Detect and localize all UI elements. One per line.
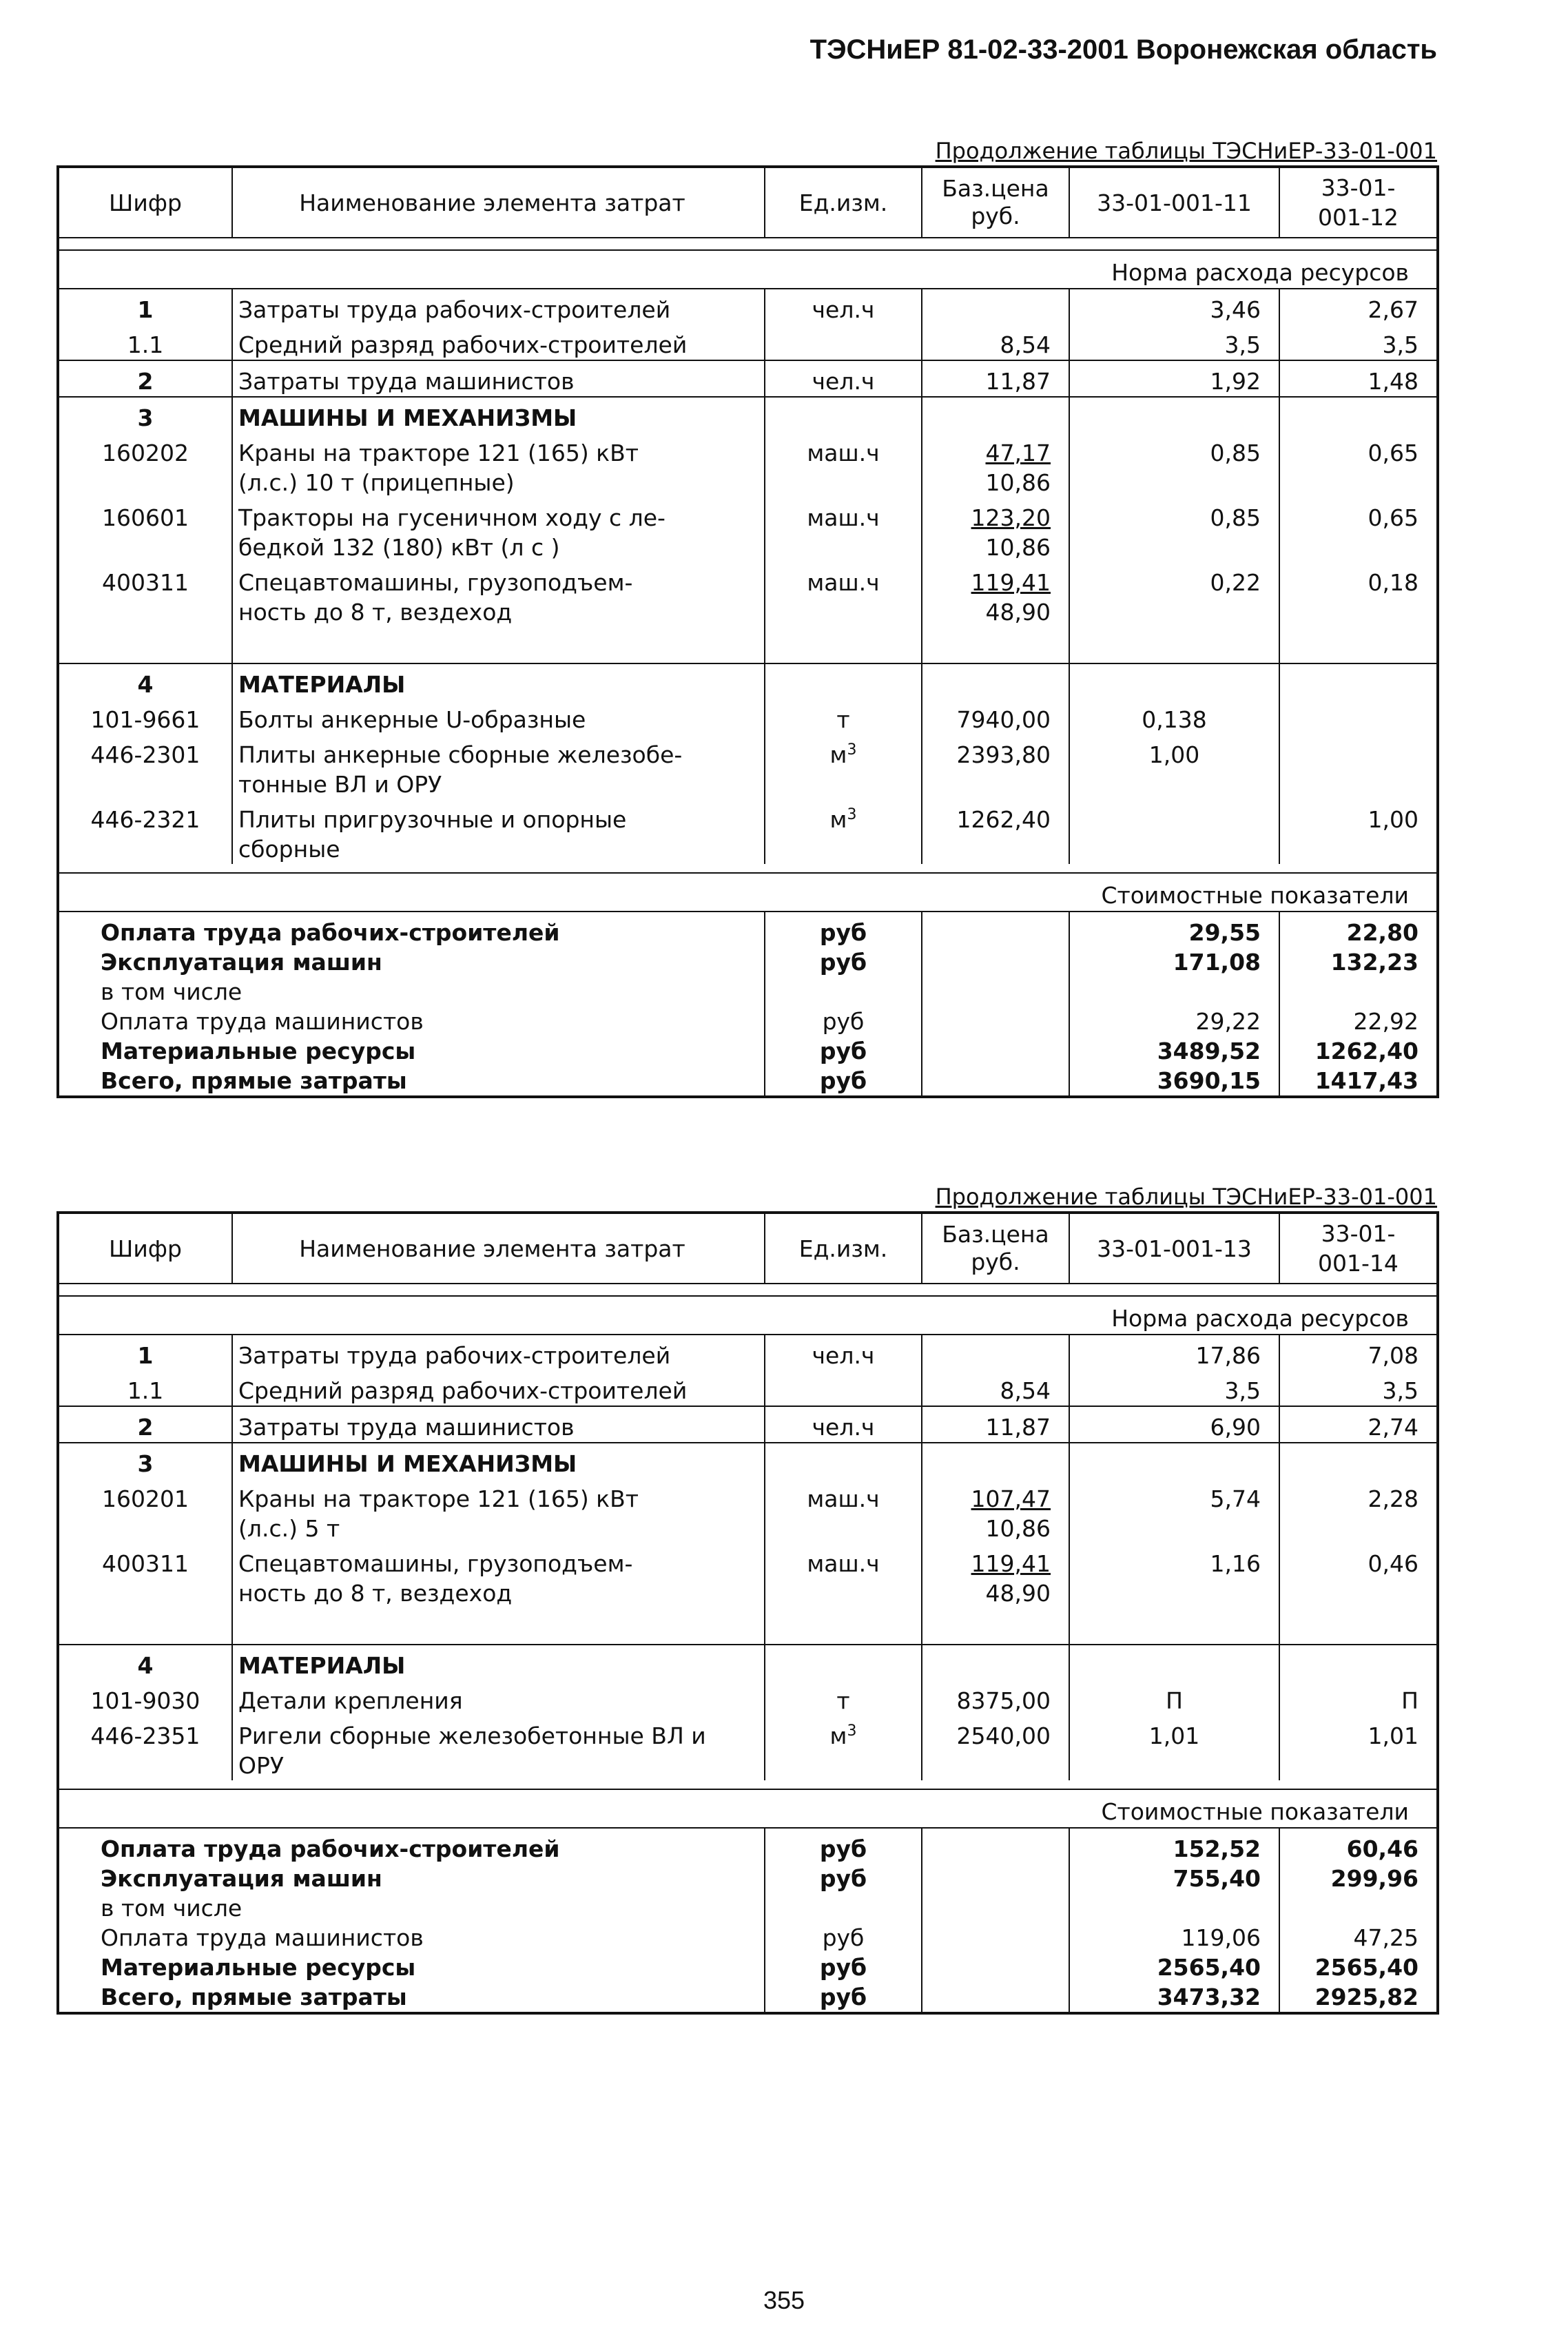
col-header-name: Наименование элемента затрат xyxy=(232,167,765,238)
totals-row: в том числе xyxy=(58,1893,1438,1923)
col-header-unit: Ед.изм. xyxy=(765,1213,922,1284)
norm-label-row xyxy=(58,250,1438,289)
table-row: 1.1 Средний разряд рабочих-строителей 8,54 3,5 3,5 xyxy=(58,325,1438,360)
cost-label: Стоимостные показатели xyxy=(58,873,1438,912)
norm-label-row xyxy=(58,1296,1438,1335)
table-row: 446-2321 Плиты пригрузочные и опорные сборные $м^3$ 1262,40 1,00 xyxy=(58,799,1438,864)
table-header-row xyxy=(58,167,1438,238)
col-header-name: Наименование элемента затрат xyxy=(232,1213,765,1284)
totals-row: Эксплуатация машин руб 755,40 299,96 xyxy=(58,1864,1438,1893)
totals-row: Оплата труда рабочих-строителей руб 29,55 22,80 xyxy=(58,912,1438,947)
table-row: 160202 Краны на тракторе 121 (165) кВт (л.с.) 10 т (прицепные) маш.ч 47,17 10,86 0,85 0,65 xyxy=(58,433,1438,497)
col-header-code: Шифр xyxy=(58,1213,232,1284)
col-header-a: 33-01-001-11 xyxy=(1069,167,1279,238)
norm-label: Норма расхода ресурсов xyxy=(58,1296,1438,1335)
table-row: 400311 Спецавтомашины, грузоподъем- ность до 8 т, вездеход маш.ч 119,41 48,90 0,22 0,18 xyxy=(58,562,1438,627)
totals-row: Эксплуатация машин руб 171,08 132,23 xyxy=(58,947,1438,977)
resource-table xyxy=(56,1211,1439,2015)
totals-row: Материальные ресурсы руб 3489,52 1262,40 xyxy=(58,1036,1438,1066)
table-row: 1.1 Средний разряд рабочих-строителей 8,54 3,5 3,5 xyxy=(58,1370,1438,1406)
col-header-a: 33-01-001-13 xyxy=(1069,1213,1279,1284)
cost-label: Стоимостные показатели xyxy=(58,1789,1438,1828)
section-heading-row: 4 МАТЕРИАЛЫ xyxy=(58,1645,1438,1680)
col-header-b: 33-01-001-14 xyxy=(1279,1213,1438,1284)
table-row: 1 Затраты труда рабочих-строителей чел.ч 17,86 7,08 xyxy=(58,1335,1438,1370)
totals-row: Всего, прямые затраты руб 3690,15 1417,43 xyxy=(58,1066,1438,1097)
cost-label-row xyxy=(58,1789,1438,1828)
col-header-b: 33-01-001-12 xyxy=(1279,167,1438,238)
table-row: 101-9661 Болты анкерные U-образные т 7940,00 0,138 xyxy=(58,699,1438,734)
totals-row: Всего, прямые затраты руб 3473,32 2925,82 xyxy=(58,1982,1438,2013)
table-row: 400311 Спецавтомашины, грузоподъем- ность до 8 т, вездеход маш.ч 119,41 48,90 1,16 0,46 xyxy=(58,1543,1438,1608)
table-row: 160201 Краны на тракторе 121 (165) кВт (л.с.) 5 т маш.ч 107,47 10,86 5,74 2,28 xyxy=(58,1479,1438,1543)
table-row: 2 Затраты труда машинистов чел.ч 11,87 6,90 2,74 xyxy=(58,1406,1438,1443)
table-row: 446-2351 Ригели сборные железобетонные ВЛ и ОРУ $м^3$ 2540,00 1,01 1,01 xyxy=(58,1716,1438,1780)
table-row: 1 Затраты труда рабочих-строителей чел.ч 3,46 2,67 xyxy=(58,289,1438,325)
table-row: 160601 Тракторы на гусеничном ходу с ле- бедкой 132 (180) кВт (л с ) маш.ч 123,20 10,86 0,85 0,65 xyxy=(58,497,1438,562)
totals-row: Оплата труда рабочих-строителей руб 152,52 60,46 xyxy=(58,1828,1438,1864)
totals-row: Материальные ресурсы руб 2565,40 2565,40 xyxy=(58,1953,1438,1982)
table-continuation-title: Продолжение таблицы ТЭСНиЕР-33-01-001 xyxy=(935,1184,1437,1210)
section-heading-row: 3 МАШИНЫ И МЕХАНИЗМЫ xyxy=(58,397,1438,433)
page-header: ТЭСНиЕР 81-02-33-2001 Воронежская область xyxy=(809,34,1437,65)
section-heading-row: 3 МАШИНЫ И МЕХАНИЗМЫ xyxy=(58,1443,1438,1479)
totals-row: в том числе xyxy=(58,977,1438,1007)
resource-table xyxy=(56,165,1439,1098)
page-number: 355 xyxy=(763,2286,805,2314)
col-header-price: Баз.цена руб. xyxy=(922,1213,1069,1284)
table-row: 101-9030 Детали крепления т 8375,00 П П xyxy=(58,1680,1438,1716)
table-row: 446-2301 Плиты анкерные сборные железобе- тонные ВЛ и ОРУ $м^3$ 2393,80 1,00 xyxy=(58,734,1438,799)
table-header-row xyxy=(58,1213,1438,1284)
table-row: 2 Затраты труда машинистов чел.ч 11,87 1,92 1,48 xyxy=(58,360,1438,397)
totals-row: Оплата труда машинистов руб 119,06 47,25 xyxy=(58,1923,1438,1953)
table-continuation-title: Продолжение таблицы ТЭСНиЕР-33-01-001 xyxy=(935,138,1437,164)
norm-label: Норма расхода ресурсов xyxy=(58,250,1438,289)
col-header-code: Шифр xyxy=(58,167,232,238)
col-header-price: Баз.цена руб. xyxy=(922,167,1069,238)
section-heading-row: 4 МАТЕРИАЛЫ xyxy=(58,663,1438,699)
cost-label-row xyxy=(58,873,1438,912)
col-header-unit: Ед.изм. xyxy=(765,167,922,238)
totals-row: Оплата труда машинистов руб 29,22 22,92 xyxy=(58,1007,1438,1036)
